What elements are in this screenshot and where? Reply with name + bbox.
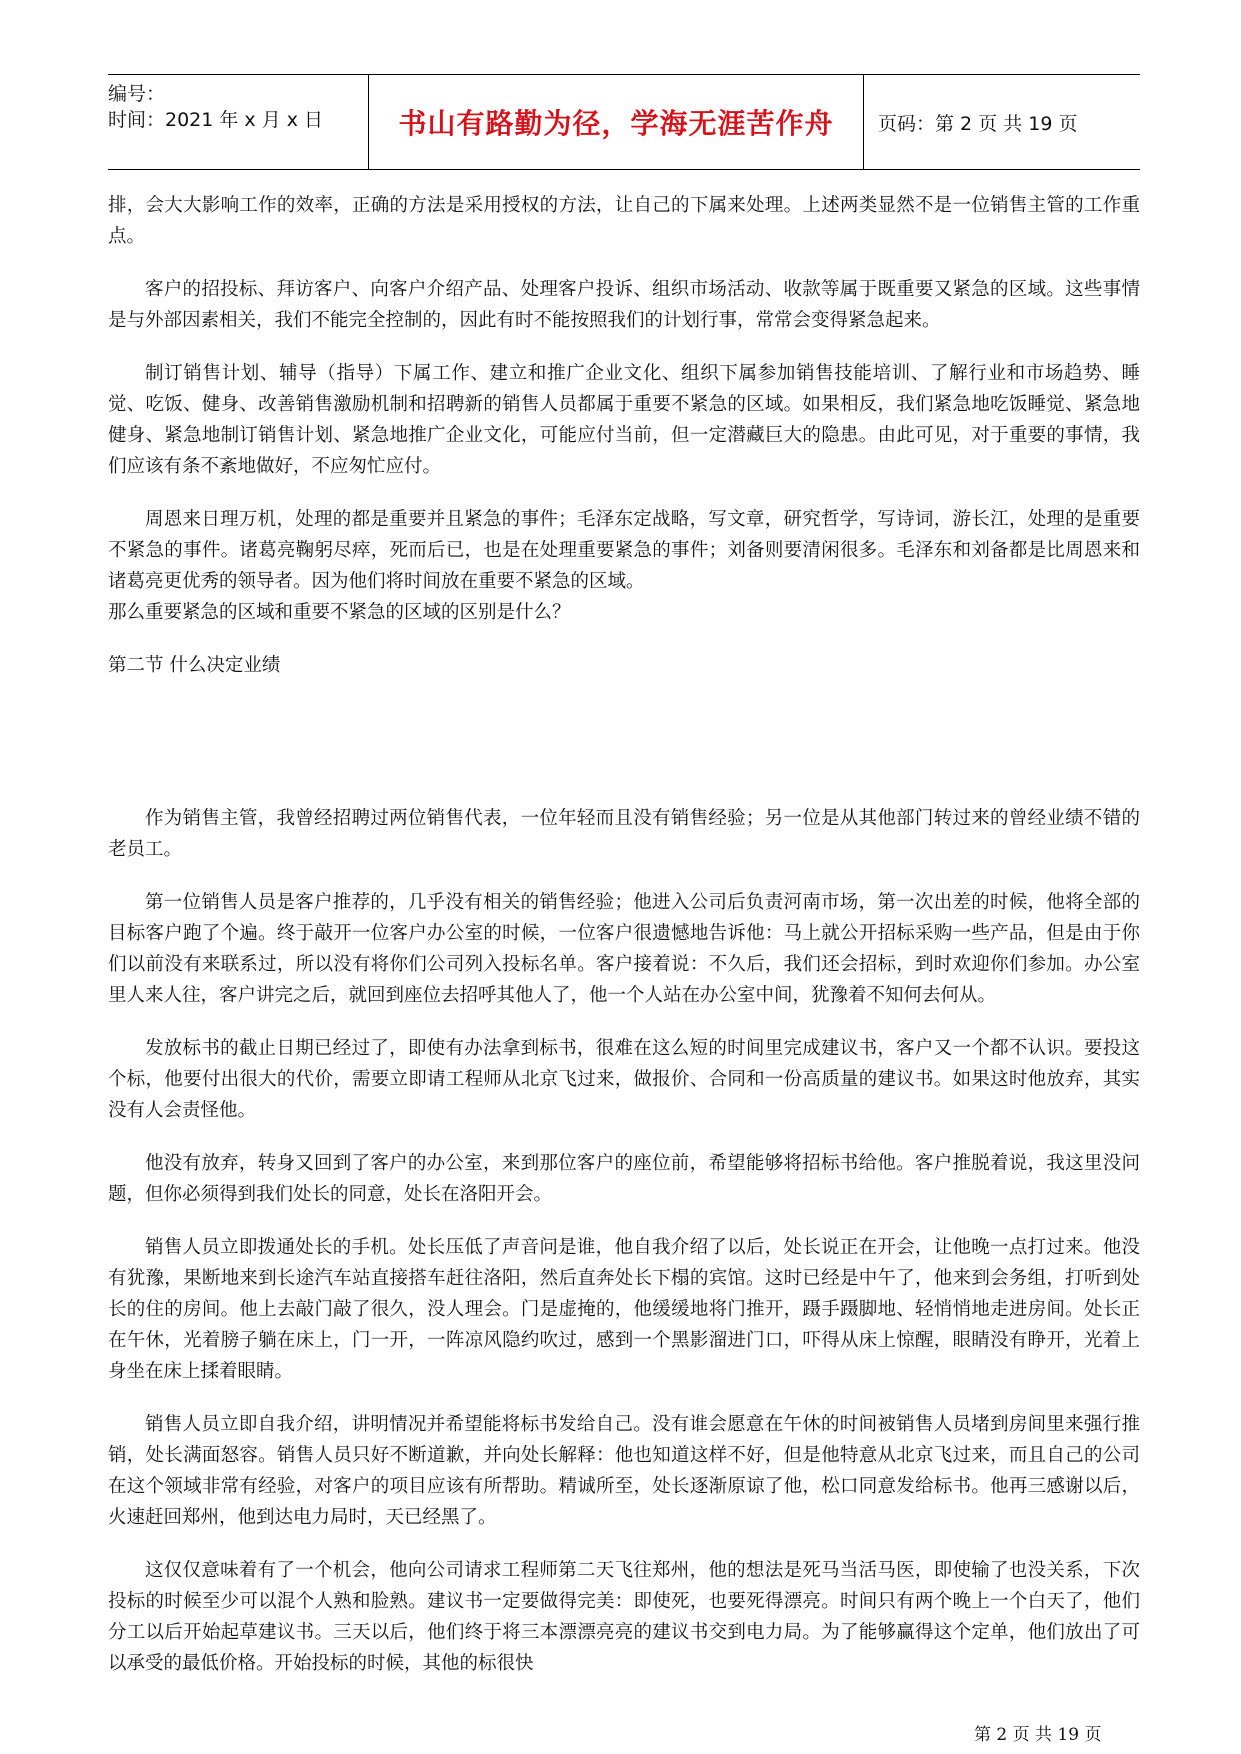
paragraph: 发放标书的截止日期已经过了，即使有办法拿到标书，很难在这么短的时间里完成建议书，客户又一个都不认识。要投这个标，他要付出很大的代价，需要立即请工程师从北京飞过来，做报价、合同和一份高质量的建议书。如果这时他放弃，其实没有人会责怪他。	[108, 1038, 1140, 1121]
paragraph: 这仅仅意味着有了一个机会，他向公司请求工程师第二天飞往郑州，他的想法是死马当活马医，即使输了也没关系，下次投标的时候至少可以混个人熟和脸熟。建议书一定要做得完美：即使死，也要死得漂亮。时间只有两个晚上一个白天了，他们分工以后开始起草建议书。三天以后，他们终于将三本漂漂亮亮的建议书交到电力局。为了能够赢得这个定单，他们放出了可以承受的最低价格。开始投标的时候，其他的标很快	[108, 1560, 1140, 1674]
paragraph: 他没有放弃，转身又回到了客户的办公室，来到那位客户的座位前，希望能够将招标书给他。客户推脱着说，我这里没问题，但你必须得到我们处长的同意，处长在洛阳开会。	[108, 1153, 1140, 1205]
paragraph: 排，会大大影响工作的效率，正确的方法是采用授权的方法，让自己的下属来处理。上述两类显然不是一位销售主管的工作重点。	[108, 195, 1140, 247]
paragraph: 制订销售计划、辅导（指导）下属工作、建立和推广企业文化、组织下属参加销售技能培训、了解行业和市场趋势、睡觉、吃饭、健身、改善销售激励机制和招聘新的销售人员都属于重要不紧急的区域。如果相反，我们紧急地吃饭睡觉、紧急地健身、紧急地制订销售计划、紧急地推广企业文化，可能应付当前，但一定潜藏巨大的隐患。由此可见，对于重要的事情，我们应该有条不紊地做好，不应匆忙应付。	[108, 363, 1140, 477]
header-meta	[108, 75, 368, 169]
paragraph: 销售人员立即拨通处长的手机。处长压低了声音问是谁，他自我介绍了以后，处长说正在开会，让他晚一点打过来。他没有犹豫，果断地来到长途汽车站直接搭车赶往洛阳，然后直奔处长下榻的宾馆。这时已经是中午了，他来到会务组，打听到处长的住的房间。他上去敲门敲了很久，没人理会。门是虚掩的，他缓缓地将门推开，蹑手蹑脚地、轻悄悄地走进房间。处长正在午休，光着膀子躺在床上，门一开，一阵凉风隐约吹过，感到一个黑影溜进门口，吓得从床上惊醒，眼睛没有睁开，光着上身坐在床上揉着眼睛。	[108, 1237, 1140, 1382]
paragraph: 那么重要紧急的区域和重要不紧急的区域的区别是什么？	[108, 602, 571, 623]
paragraph: 销售人员立即自我介绍，讲明情况并希望能将标书发给自己。没有谁会愿意在午休的时间被销售人员堵到房间里来强行推销，处长满面怒容。销售人员只好不断道歉，并向处长解释：他也知道这样不好，但是他特意从北京飞过来，而且自己的公司在这个领域非常有经验，对客户的项目应该有所帮助。精诚所至，处长逐渐原谅了他，松口同意发给标书。他再三感谢以后，火速赶回郑州，他到达电力局时，天已经黑了。	[108, 1414, 1140, 1528]
header-page-info: 页码：第 2 页 共 19 页	[878, 112, 1078, 135]
paragraph: 作为销售主管，我曾经招聘过两位销售代表，一位年轻而且没有销售经验；另一位是从其他部门转过来的曾经业绩不错的老员工。	[108, 808, 1140, 860]
paragraph: 第一位销售人员是客户推荐的，几乎没有相关的销售经验；他进入公司后负责河南市场，第一次出差的时候，他将全部的目标客户跑了个遍。终于敲开一位客户办公室的时候，一位客户很遗憾地告诉他：马上就公开招标采购一些产品，但是由于你们以前没有来联系过，所以没有将你们公司列入投标名单。客户接着说：不久后，我们还会招标，到时欢迎你们参加。办公室里人来人往，客户讲完之后，就回到座位去招呼其他人了，他一个人站在办公室中间，犹豫着不知何去何从。	[108, 892, 1140, 1006]
document-number-label: 编号：	[108, 83, 166, 105]
page-header	[108, 74, 1140, 170]
paragraph: 周恩来日理万机，处理的都是重要并且紧急的事件；毛泽东定战略，写文章，研究哲学，写诗词，游长江，处理的是重要不紧急的事件。诸葛亮鞠躬尽瘁，死而后已，也是在处理重要紧急的事件；刘备则要清闲很多。毛泽东和刘备都是比周恩来和诸葛亮更优秀的领导者。因为他们将时间放在重要不紧急的区域。	[108, 509, 1140, 592]
document-time-label: 时间：2021 年 x 月 x 日	[108, 109, 324, 131]
document-body	[108, 190, 1140, 1679]
header-motto: 书山有路勤为径，学海无涯苦作舟	[368, 75, 864, 169]
section-heading: 第二节 什么决定业绩	[108, 655, 281, 676]
page-footer: 第 2 页 共 19 页	[974, 1725, 1102, 1745]
paragraph: 客户的招投标、拜访客户、向客户介绍产品、处理客户投诉、组织市场活动、收款等属于既重要又紧急的区域。这些事情是与外部因素相关，我们不能完全控制的，因此有时不能按照我们的计划行事，常常会变得紧急起来。	[108, 279, 1140, 331]
